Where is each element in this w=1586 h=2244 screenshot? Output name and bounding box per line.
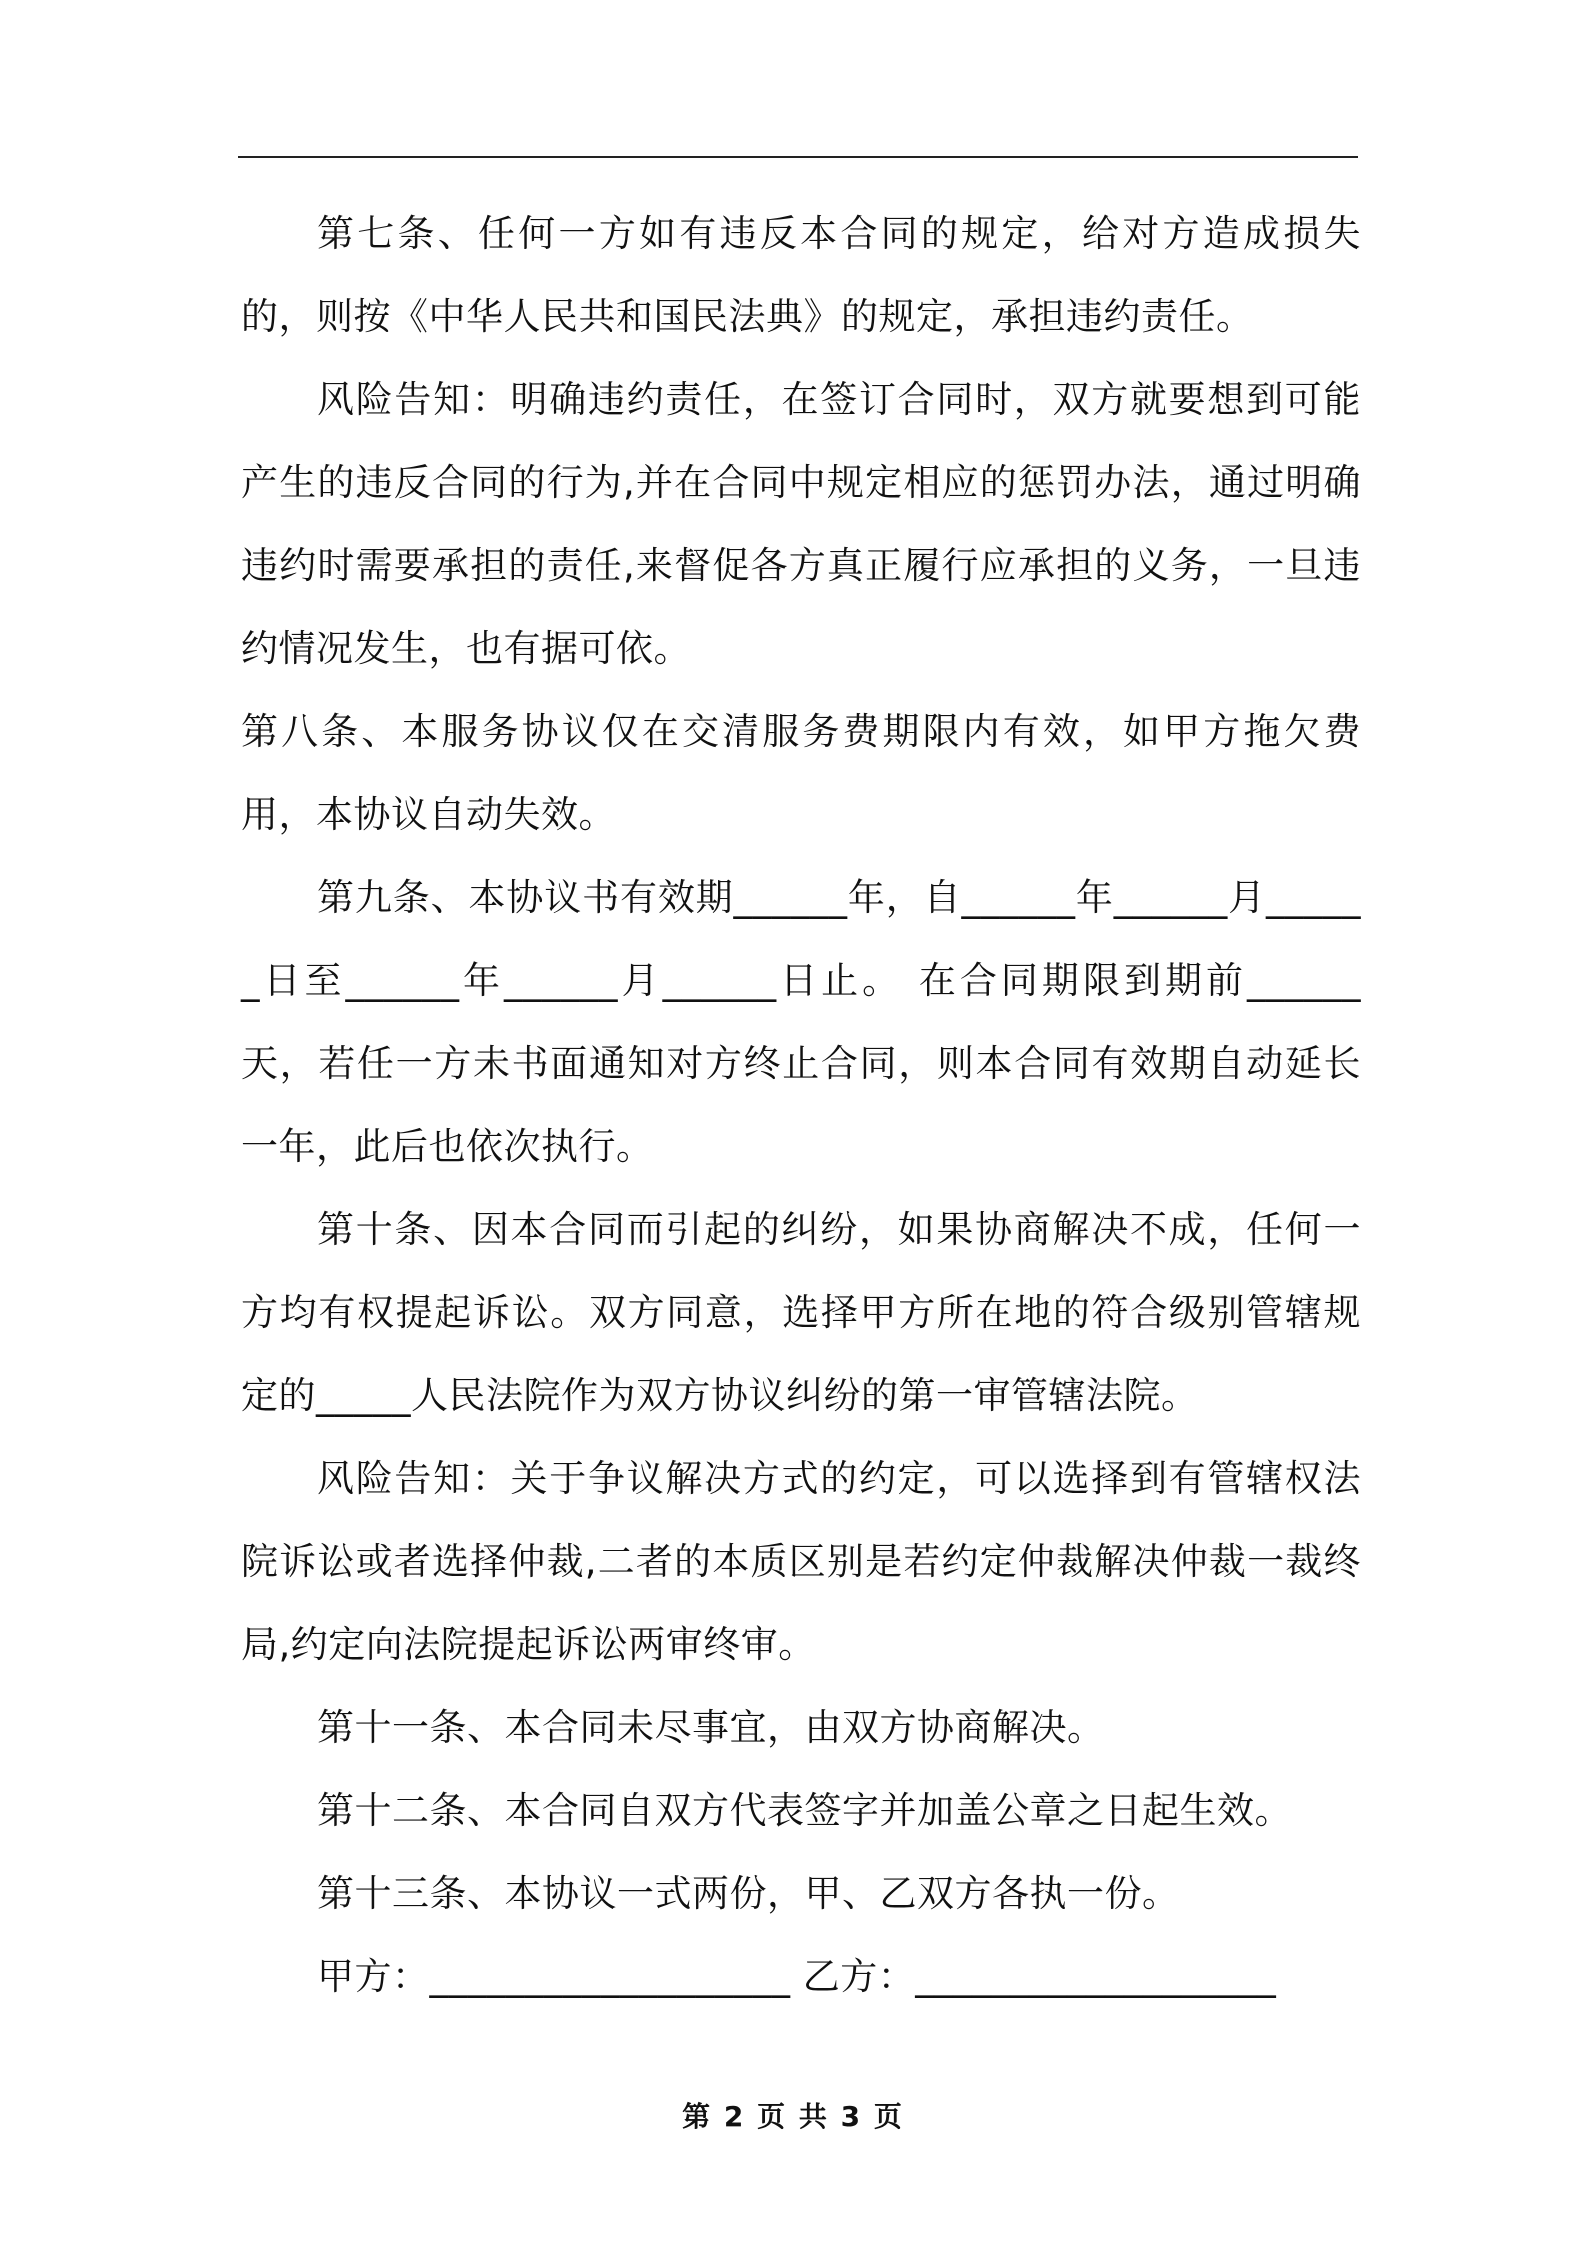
article-13: 第十三条、本协议一式两份，甲、乙双方各执一份。 — [317, 1872, 1180, 1915]
header-rule — [238, 156, 1358, 158]
risk-notice-liability: 风险告知：明确违约责任，在签订合同时，双方就要想到可能产生的违反合同的行为,并在合同中规定相应的惩罚办法，通过明确违约时需要承担的责任,来督促各方真正履行应承担的义务，一旦违约情况发生，也有据可依。 — [241, 378, 1361, 670]
article-8: 第八条、本服务协议仅在交清服务费期限内有效，如甲方拖欠费用，本协议自动失效。 — [241, 710, 1361, 836]
page-number-footer: 第 2 页 共 3 页 — [682, 2100, 904, 2133]
document-body — [241, 192, 1361, 2018]
article-7: 第七条、任何一方如有违反本合同的规定，给对方造成损失的，则按《中华人民共和国民法典》的规定，承担违约责任。 — [241, 212, 1361, 338]
article-12: 第十二条、本合同自双方代表签字并加盖公章之日起生效。 — [317, 1789, 1292, 1832]
signature-line: 甲方：___________________ 乙方：___________________ — [317, 1955, 1277, 1998]
article-10: 第十条、因本合同而引起的纠纷，如果协商解决不成，任何一方均有权提起诉讼。双方同意，选择甲方所在地的符合级别管辖规定的_____人民法院作为双方协议纠纷的第一审管辖法院。 — [241, 1208, 1361, 1417]
article-9: 第九条、本协议书有效期______年，自______年______月______日至______年______月______日止。 在合同期限到期前______天，若任一方未书面通知对方终止合同，则本合同有效期自动延长一年，此后也依次执行。 — [241, 876, 1361, 1168]
article-11: 第十一条、本合同未尽事宜，由双方协商解决。 — [317, 1706, 1105, 1749]
risk-notice-dispute: 风险告知：关于争议解决方式的约定，可以选择到有管辖权法院诉讼或者选择仲裁,二者的本质区别是若约定仲裁解决仲裁一裁终局,约定向法院提起诉讼两审终审。 — [241, 1457, 1361, 1666]
